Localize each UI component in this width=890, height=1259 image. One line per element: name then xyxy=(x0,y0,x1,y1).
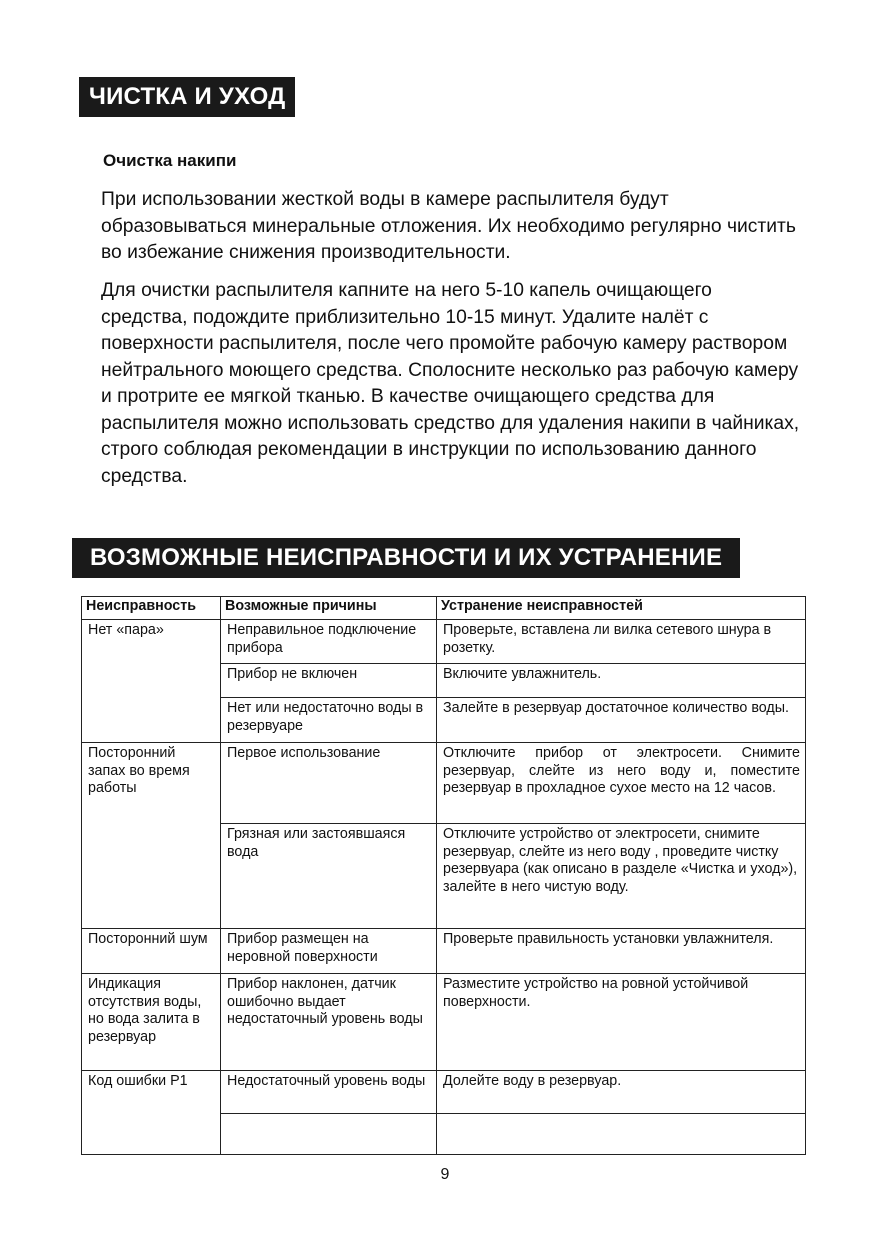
problem-cell: Нет «пара» xyxy=(82,620,221,743)
fix-cell: Отключите устройство от электросети, снимите резервуар, слейте из него воду , проведите чистку резервуара (как описано в разделе «Чистка и уход»), залейте в него чистую воду. xyxy=(437,824,806,929)
problem-cell: Индикация отсутствия воды, но вода залита в резервуар xyxy=(82,974,221,1071)
cause-cell: Грязная или застоявшаяся вода xyxy=(221,824,437,929)
fix-cell: Долейте воду в резервуар. xyxy=(437,1071,806,1114)
table-row-empty xyxy=(82,1114,806,1155)
section-title-troubleshooting: ВОЗМОЖНЫЕ НЕИСПРАВНОСТИ И ИХ УСТРАНЕНИЕ xyxy=(72,538,740,578)
cause-cell: Первое использование xyxy=(221,743,437,824)
table-row xyxy=(82,620,806,664)
fix-cell: Залейте в резервуар достаточное количество воды. xyxy=(437,698,806,743)
fix-cell: Разместите устройство на ровной устойчивой поверхности. xyxy=(437,974,806,1071)
table-row xyxy=(82,974,806,1071)
paragraph-cleaning-steps: Для очистки распылителя капните на него 5-10 капель очищающего средства, подождите приблизительно 10-15 минут. Удалите налёт с поверхности распылителя, после чего промойте рабочую камеру раствором нейтрального моющего средства. Сполосните несколько раз рабочую камеру и протрите ее мягкой тканью. В качестве очищающего средства для распылителя можно использовать средство для удаления накипи в чайниках, строго соблюдая рекомендации в инструкции по использованию данного средства. xyxy=(101,280,800,487)
fix-cell: Проверьте, вставлена ли вилка сетевого шнура в розетку. xyxy=(437,620,806,664)
cause-cell: Прибор не включен xyxy=(221,664,437,698)
empty-cell xyxy=(437,1114,806,1155)
page-number: 9 xyxy=(440,1166,450,1183)
fix-cell: Проверьте правильность установки увлажнителя. xyxy=(437,929,806,974)
problem-cell: Посторонний запах во время работы xyxy=(82,743,221,929)
problem-cell: Код ошибки Р1 xyxy=(82,1071,221,1114)
cause-cell: Неправильное подключение прибора xyxy=(221,620,437,664)
cause-cell: Прибор наклонен, датчик ошибочно выдает недостаточный уровень воды xyxy=(221,974,437,1071)
cause-cell: Прибор размещен на неровной поверхности xyxy=(221,929,437,974)
table-row xyxy=(82,929,806,974)
header-fix: Устранение неисправностей xyxy=(437,597,806,620)
header-problem: Неисправность xyxy=(82,597,221,620)
subheading-descaling: Очистка накипи xyxy=(103,151,237,170)
empty-cell xyxy=(221,1114,437,1155)
fix-cell: Включите увлажнитель. xyxy=(437,664,806,698)
fix-cell: Отключите прибор от электросети. Снимите резервуар, слейте из него воду и, поместите резервуар в прохладное сухое место на 12 часов. xyxy=(437,743,806,824)
empty-cell xyxy=(82,1114,221,1155)
section-title-cleaning: ЧИСТКА И УХОД xyxy=(79,77,295,117)
table-row xyxy=(82,1071,806,1114)
cause-cell: Нет или недостаточно воды в резервуаре xyxy=(221,698,437,743)
header-causes: Возможные причины xyxy=(221,597,437,620)
paragraph-hard-water: При использовании жесткой воды в камере распылителя будут образовываться минеральные отложения. Их необходимо регулярно чистить во избежание снижения производительности. xyxy=(101,189,796,263)
cause-cell: Недостаточный уровень воды xyxy=(221,1071,437,1114)
problem-cell: Посторонний шум xyxy=(82,929,221,974)
troubleshooting-table xyxy=(81,596,806,1155)
table-row xyxy=(82,743,806,824)
table-header-row xyxy=(82,597,806,620)
